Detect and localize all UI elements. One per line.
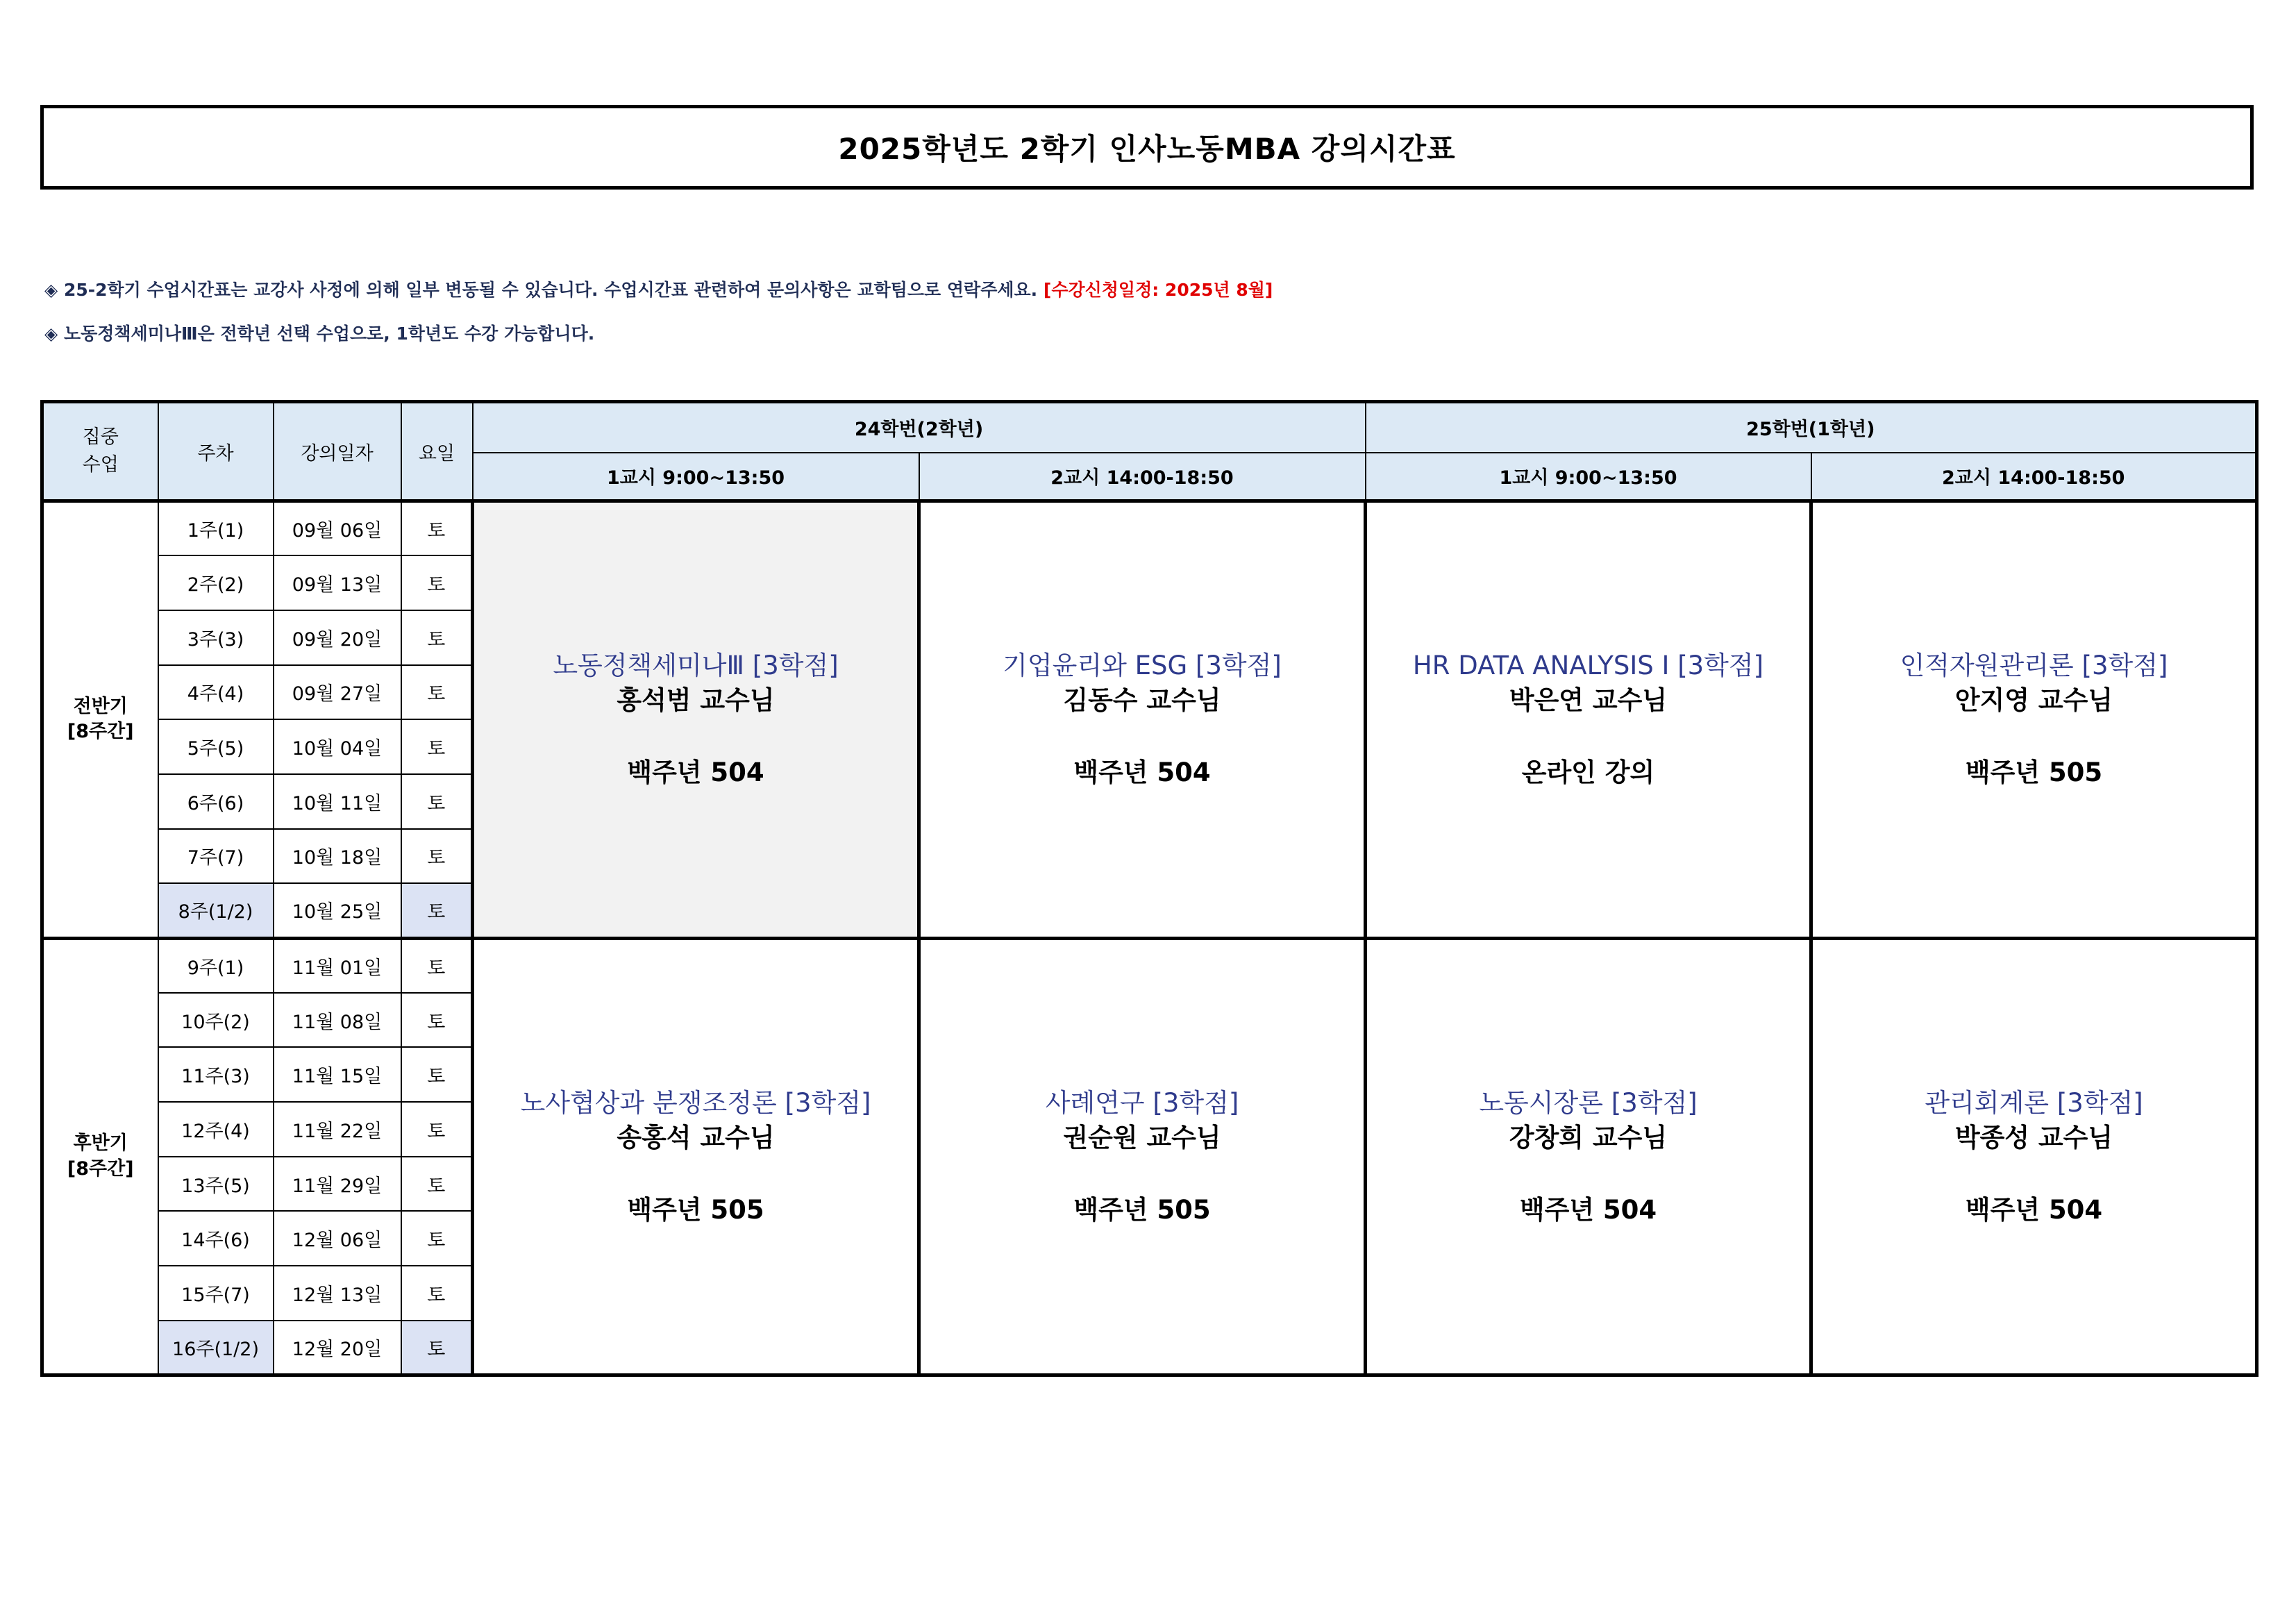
day-cell: 토 <box>401 829 473 884</box>
course-professor: 박종성 교수님 <box>1954 1122 2113 1153</box>
course-cell <box>1811 501 2257 939</box>
date-cell: 09월 20일 <box>274 610 401 665</box>
day-cell: 토 <box>401 774 473 829</box>
title-box <box>40 105 2254 190</box>
week-cell: 8주(1/2) <box>158 883 274 938</box>
day-cell: 토 <box>401 719 473 774</box>
course-room: 백주년 504 <box>627 757 764 788</box>
date-cell: 12월 06일 <box>274 1211 401 1266</box>
course-room: 백주년 504 <box>1073 757 1211 788</box>
date-cell: 11월 01일 <box>274 938 401 993</box>
week-cell: 5주(5) <box>158 719 274 774</box>
course-professor: 권순원 교수님 <box>1063 1122 1221 1153</box>
course-cell <box>919 501 1366 939</box>
week-cell: 3주(3) <box>158 610 274 665</box>
course-cell <box>1366 501 1811 939</box>
course-name: 노동정책세미나Ⅲ [3학점] <box>553 651 839 681</box>
date-cell: 11월 08일 <box>274 993 401 1048</box>
course-cell <box>473 501 919 939</box>
date-cell: 10월 25일 <box>274 883 401 938</box>
week-cell: 12주(4) <box>158 1102 274 1157</box>
header-day: 요일 <box>401 402 473 501</box>
course-professor: 송홍석 교수님 <box>617 1122 775 1153</box>
course-name: 노사협상과 분쟁조정론 [3학점] <box>520 1087 871 1118</box>
date-cell: 11월 22일 <box>274 1102 401 1157</box>
course-name: 관리회계론 [3학점] <box>1925 1087 2143 1118</box>
course-name: 사례연구 [3학점] <box>1045 1087 1239 1118</box>
period-25-2: 2교시 14:00-18:50 <box>1811 453 2257 501</box>
course-name: 기업윤리와 ESG [3학점] <box>1003 651 1282 681</box>
date-cell: 09월 06일 <box>274 501 401 556</box>
week-cell: 1주(1) <box>158 501 274 556</box>
course-room: 온라인 강의 <box>1521 757 1655 788</box>
date-cell: 11월 15일 <box>274 1047 401 1102</box>
date-cell: 10월 18일 <box>274 829 401 884</box>
course-professor: 박은연 교수님 <box>1509 685 1668 716</box>
course-professor: 김동수 교수님 <box>1063 685 1221 716</box>
date-cell: 10월 11일 <box>274 774 401 829</box>
course-name: 인적자원관리론 [3학점] <box>1900 651 2168 681</box>
day-cell: 토 <box>401 665 473 720</box>
period-24-2: 2교시 14:00-18:50 <box>919 453 1366 501</box>
page-title: 2025학년도 2학기 인사노동MBA 강의시간표 <box>838 132 1456 166</box>
course-cell <box>1366 938 1811 1375</box>
day-cell: 토 <box>401 610 473 665</box>
course-room: 백주년 505 <box>1965 757 2103 788</box>
day-cell: 토 <box>401 1102 473 1157</box>
day-cell: 토 <box>401 555 473 610</box>
group-24: 24학번(2학년) <box>473 402 1366 453</box>
registration-schedule-highlight: [수강신청일정: 2025년 8월] <box>1043 280 1273 300</box>
week-cell: 4주(4) <box>158 665 274 720</box>
date-cell: 12월 13일 <box>274 1266 401 1321</box>
header-date: 강의일자 <box>274 402 401 501</box>
day-cell: 토 <box>401 1211 473 1266</box>
week-cell: 6주(6) <box>158 774 274 829</box>
header-week: 주차 <box>158 402 274 501</box>
notice-text-2: 노동정책세미나Ⅲ은 전학년 선택 수업으로, 1학년도 수강 가능합니다. <box>63 324 595 344</box>
week-cell: 16주(1/2) <box>158 1321 274 1375</box>
week-cell: 2주(2) <box>158 555 274 610</box>
header-intensive: 집중 수업 <box>42 402 158 501</box>
notice-diamond-icon: ◈ <box>44 324 58 344</box>
course-cell <box>1811 938 2257 1375</box>
course-room: 백주년 504 <box>1965 1194 2103 1225</box>
notice-diamond-icon: ◈ <box>44 280 58 300</box>
course-room: 백주년 505 <box>1073 1194 1211 1225</box>
group-25: 25학번(1학년) <box>1366 402 2257 453</box>
week-cell: 10주(2) <box>158 993 274 1048</box>
first-half-label: 전반기 [8주간] <box>42 501 158 939</box>
table-row <box>42 938 2257 993</box>
week-cell: 15주(7) <box>158 1266 274 1321</box>
notice-line-1 <box>44 276 1273 301</box>
day-cell: 토 <box>401 938 473 993</box>
course-professor: 홍석범 교수님 <box>617 685 775 716</box>
day-cell: 토 <box>401 501 473 556</box>
date-cell: 10월 04일 <box>274 719 401 774</box>
notice-text-1: 25-2학기 수업시간표는 교강사 사정에 의해 일부 변동될 수 있습니다. 수업시간표 관련하여 문의사항은 교학팀으로 연락주세요. <box>63 280 1038 300</box>
date-cell: 12월 20일 <box>274 1321 401 1375</box>
period-24-1: 1교시 9:00~13:50 <box>473 453 919 501</box>
course-cell <box>473 938 919 1375</box>
course-name: HR DATA ANALYSIS I [3학점] <box>1412 651 1764 681</box>
day-cell: 토 <box>401 883 473 938</box>
day-cell: 토 <box>401 1157 473 1212</box>
notice-line-2 <box>44 320 594 345</box>
course-professor: 안지영 교수님 <box>1954 685 2113 716</box>
table-row <box>42 501 2257 556</box>
date-cell: 09월 13일 <box>274 555 401 610</box>
course-room: 백주년 505 <box>627 1194 764 1225</box>
week-cell: 14주(6) <box>158 1211 274 1266</box>
day-cell: 토 <box>401 1047 473 1102</box>
day-cell: 토 <box>401 1266 473 1321</box>
course-room: 백주년 504 <box>1519 1194 1657 1225</box>
date-cell: 09월 27일 <box>274 665 401 720</box>
second-half-label: 후반기 [8주간] <box>42 938 158 1375</box>
day-cell: 토 <box>401 1321 473 1375</box>
week-cell: 11주(3) <box>158 1047 274 1102</box>
week-cell: 7주(7) <box>158 829 274 884</box>
course-cell <box>919 938 1366 1375</box>
week-cell: 9주(1) <box>158 938 274 993</box>
course-name: 노동시장론 [3학점] <box>1479 1087 1698 1118</box>
date-cell: 11월 29일 <box>274 1157 401 1212</box>
course-professor: 강창희 교수님 <box>1509 1122 1668 1153</box>
period-25-1: 1교시 9:00~13:50 <box>1366 453 1811 501</box>
day-cell: 토 <box>401 993 473 1048</box>
week-cell: 13주(5) <box>158 1157 274 1212</box>
timetable <box>40 400 2259 1377</box>
